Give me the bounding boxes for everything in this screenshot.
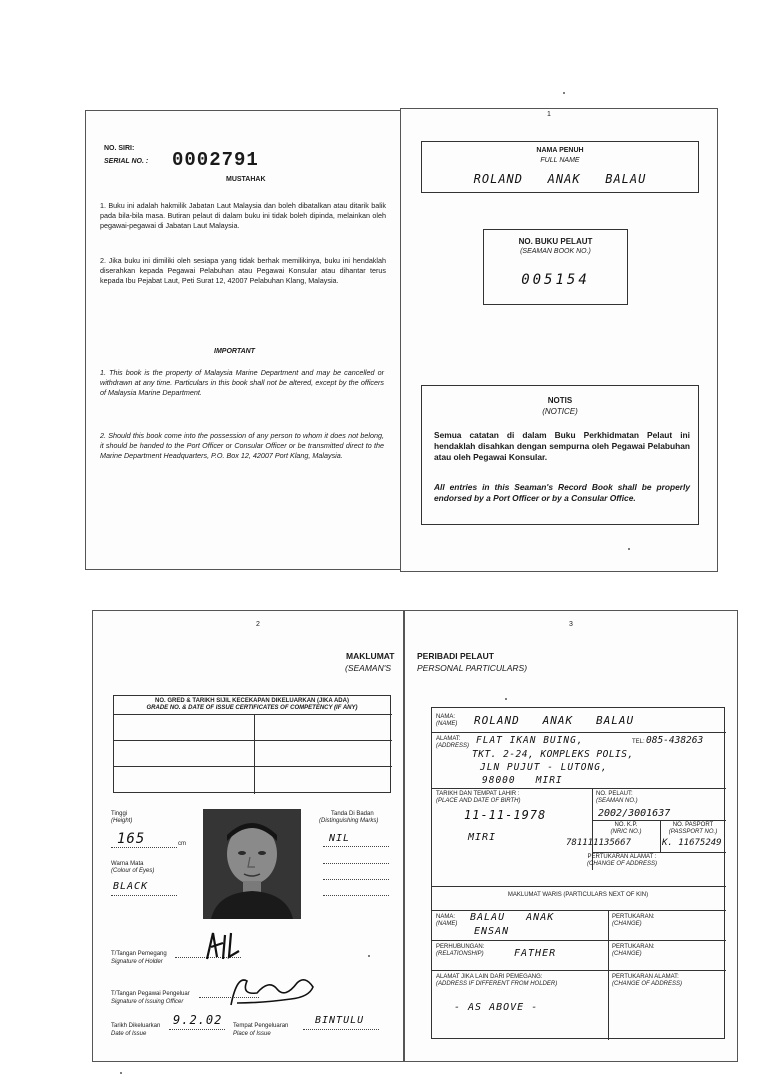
- holder-signature-label: T/Tangan Pemegang: [111, 951, 167, 957]
- competency-table: [113, 695, 391, 793]
- bottom-right-page: [404, 610, 738, 1062]
- officer-signature-label-en: Signature of Issuing Officer: [111, 999, 184, 1005]
- issue-date-value: 9.2.02: [173, 1013, 223, 1027]
- notis-malay: Semua catatan di dalam Buku Perkhidmatan Pelaut ini hendaklah disahkan dengan sempurna oleh Pegawai Pelabuhan atau oleh Pegawai Konsular.: [434, 430, 690, 462]
- page-number-3: 3: [569, 621, 573, 628]
- change-label-1-en: (CHANGE): [612, 921, 642, 927]
- change-address-label: PERTUKARAN ALAMAT :: [587, 854, 657, 860]
- change-label-2: PERTUKARAN:: [612, 944, 655, 950]
- top-right-page: [400, 108, 718, 572]
- address-line-3: JLN PUJUT - LUTONG,: [480, 762, 608, 773]
- issue-place-value: BINTULU: [315, 1015, 365, 1026]
- issue-place-label-en: Place of Issue: [233, 1031, 271, 1037]
- kin-address-label-en: (ADDRESS IF DIFFERENT FROM HOLDER): [436, 981, 558, 987]
- notice-box: [421, 385, 699, 525]
- maklumat-header: MAKLUMAT: [346, 651, 395, 661]
- personal-particulars-table: [431, 707, 725, 1039]
- name-value: ROLAND ANAK BALAU: [474, 714, 635, 727]
- tel-value: 085-438263: [646, 735, 704, 746]
- marks-value: NIL: [329, 833, 351, 844]
- address-label: ALAMAT:: [436, 736, 461, 742]
- change-address-label-en: (CHANGE OF ADDRESS): [586, 861, 657, 867]
- height-label-en: (Height): [111, 818, 133, 824]
- issue-date-label-en: Date of Issue: [111, 1031, 147, 1037]
- address-line-4: 98000 MIRI: [482, 775, 563, 786]
- holder-signature-label-en: Signature of Holder: [111, 959, 163, 965]
- height-label: Tinggi: [111, 811, 128, 817]
- issue-place-label: Tempat Pengeluaran: [233, 1023, 289, 1029]
- important-title: IMPORTANT: [214, 348, 255, 355]
- notis-label: NOTIS: [547, 396, 573, 405]
- eyes-label: Warna Mata: [111, 861, 144, 867]
- eyes-value: BLACK: [113, 881, 149, 892]
- serial-number: 0002791: [172, 149, 259, 171]
- marks-label: Tanda Di Badan: [331, 811, 374, 817]
- marks-label-en: (Distinguishing Marks): [319, 818, 379, 824]
- name-label: NAMA:: [436, 714, 456, 720]
- full-name-value: ROLAND ANAK BALAU: [473, 172, 647, 186]
- kp-value: 781111135667: [566, 838, 632, 848]
- malay-paragraph-1: 1. Buku ini adalah hakmilik Jabatan Laut Malaysia dan boleh dibatalkan atau ditarik balik pada bila-bila masa. Butiran pelaut di dalam buku ini tidak boleh dipinda, melainkan oleh pegawai-pegawai di Jabatan Laut Malaysia.: [100, 201, 386, 230]
- seaman-no-value: 2002/3001637: [598, 808, 671, 819]
- birth-label-en: (PLACE AND DATE OF BIRTH): [436, 798, 521, 804]
- serial-label: NO. SIRI:: [104, 145, 135, 152]
- birth-place: MIRI: [468, 832, 497, 843]
- bottom-left-page: [92, 610, 404, 1062]
- tel-label: TEL:: [632, 739, 645, 745]
- passport-value: K. 11675249: [662, 838, 722, 848]
- full-name-label: NAMA PENUH: [536, 147, 584, 154]
- height-unit: cm: [178, 841, 186, 847]
- officer-signature: [221, 969, 331, 1009]
- kp-label: NO. K.P.: [614, 822, 638, 828]
- english-paragraph-2: 2. Should this book come into the possession of any person to whom it does not belong, it should be handed to the Port Officer or Consular Officer or be transmitted direct to the Marine Department Headquarters, P.O. Box 12, 42007 Port Klang, Malaysia.: [100, 431, 384, 460]
- passport-label-en: (PASSPORT NO.): [668, 829, 718, 835]
- change-label-2-en: (CHANGE): [612, 951, 642, 957]
- birth-date: 11-11-1978: [464, 808, 547, 822]
- book-no-value: 005154: [521, 272, 590, 288]
- relationship-value: FATHER: [514, 948, 557, 959]
- seaman-book-no-box: [483, 229, 628, 305]
- address-line-1: FLAT IKAN BUING,: [476, 735, 584, 746]
- change-address-2-label: PERTUKARAN ALAMAT:: [612, 974, 679, 980]
- seamans-header: (SEAMAN'S: [345, 663, 392, 673]
- kp-label-en: (NRIC NO.): [610, 829, 642, 835]
- personal-particulars-header: PERSONAL PARTICULARS): [417, 663, 528, 673]
- book-no-label: NO. BUKU PELAUT: [518, 237, 593, 246]
- officer-signature-label: T/Tangan Pegawai Pengeluar: [111, 991, 190, 997]
- book-no-label-en: (SEAMAN BOOK NO.): [520, 248, 591, 255]
- holder-signature: [199, 929, 249, 963]
- passport-label: NO. PASPORT: [672, 822, 714, 828]
- kin-name-value-1: BALAU ANAK: [470, 912, 555, 923]
- relationship-label-en: (RELATIONSHIP): [436, 951, 484, 957]
- height-value: 165: [117, 831, 146, 847]
- seaman-no-label-en: (SEAMAN NO.): [596, 798, 638, 804]
- eyes-label-en: (Colour of Eyes): [111, 868, 155, 874]
- birth-label: TARIKH DAN TEMPAT LAHIR :: [436, 791, 520, 797]
- change-label-1: PERTUKARAN:: [612, 914, 655, 920]
- kin-name-label-en: (NAME): [436, 921, 458, 927]
- kin-name-value-2: ENSAN: [474, 926, 510, 937]
- holder-photo: [203, 809, 301, 919]
- kin-address-value: - AS ABOVE -: [454, 1002, 539, 1013]
- next-of-kin-header: MAKLUMAT WARIS (PARTICULARS NEXT OF KIN): [507, 892, 649, 898]
- malay-paragraph-2: 2. Jika buku ini dimiliki oleh sesiapa yang tidak berhak memilikinya, buku ini hendaklah diserahkan kepada Pegawai Pelabuhan atau Pegawai Konsular atau dihantar terus kepada Ibu Pejabat Laut, Peti Surat 12, 42007 Pelabuhan Klang, Malaysia.: [100, 256, 386, 285]
- notis-label-en: (NOTICE): [542, 407, 578, 416]
- peribadi-header: PERIBADI PELAUT: [417, 651, 494, 661]
- seaman-no-label: NO. PELAUT:: [596, 791, 633, 797]
- change-address-2-label-en: (CHANGE OF ADDRESS): [612, 981, 683, 987]
- top-left-page: [85, 110, 401, 570]
- address-label-en: (ADDRESS): [436, 743, 470, 749]
- issue-date-label: Tarikh Dikeluarkan: [111, 1023, 161, 1029]
- kin-address-label: ALAMAT JIKA LAIN DARI PEMEGANG:: [436, 974, 543, 980]
- kin-name-label: NAMA:: [436, 914, 456, 920]
- full-name-box: [421, 141, 699, 193]
- mustahak-title: MUSTAHAK: [226, 176, 266, 183]
- notis-english: All entries in this Seaman's Record Book shall be properly endorsed by a Port Officer or by a Consular Office.: [434, 482, 690, 503]
- relationship-label: PERHUBUNGAN:: [436, 944, 485, 950]
- grade-header: NO. GRED & TARIKH SIJIL KECEKAPAN DIKELUARKAN (JIKA ADA): [155, 698, 349, 704]
- name-label-en: (NAME): [436, 721, 458, 727]
- address-line-2: TKT. 2-24, KOMPLEKS POLIS,: [472, 749, 634, 760]
- english-paragraph-1: 1. This book is the property of Malaysia Marine Department and may be cancelled or withdrawn at any time. Particulars in this book shall not be altered, except by the officers of Malaysia Marine Department.: [100, 368, 384, 397]
- grade-header-en: GRADE NO. & DATE OF ISSUE CERTIFICATES OF COMPETENCY (IF ANY): [146, 705, 358, 711]
- serial-label-en: SERIAL NO. :: [104, 158, 149, 165]
- page-number-2: 2: [256, 621, 260, 628]
- page-number-1: 1: [547, 111, 551, 118]
- full-name-label-en: FULL NAME: [540, 157, 580, 164]
